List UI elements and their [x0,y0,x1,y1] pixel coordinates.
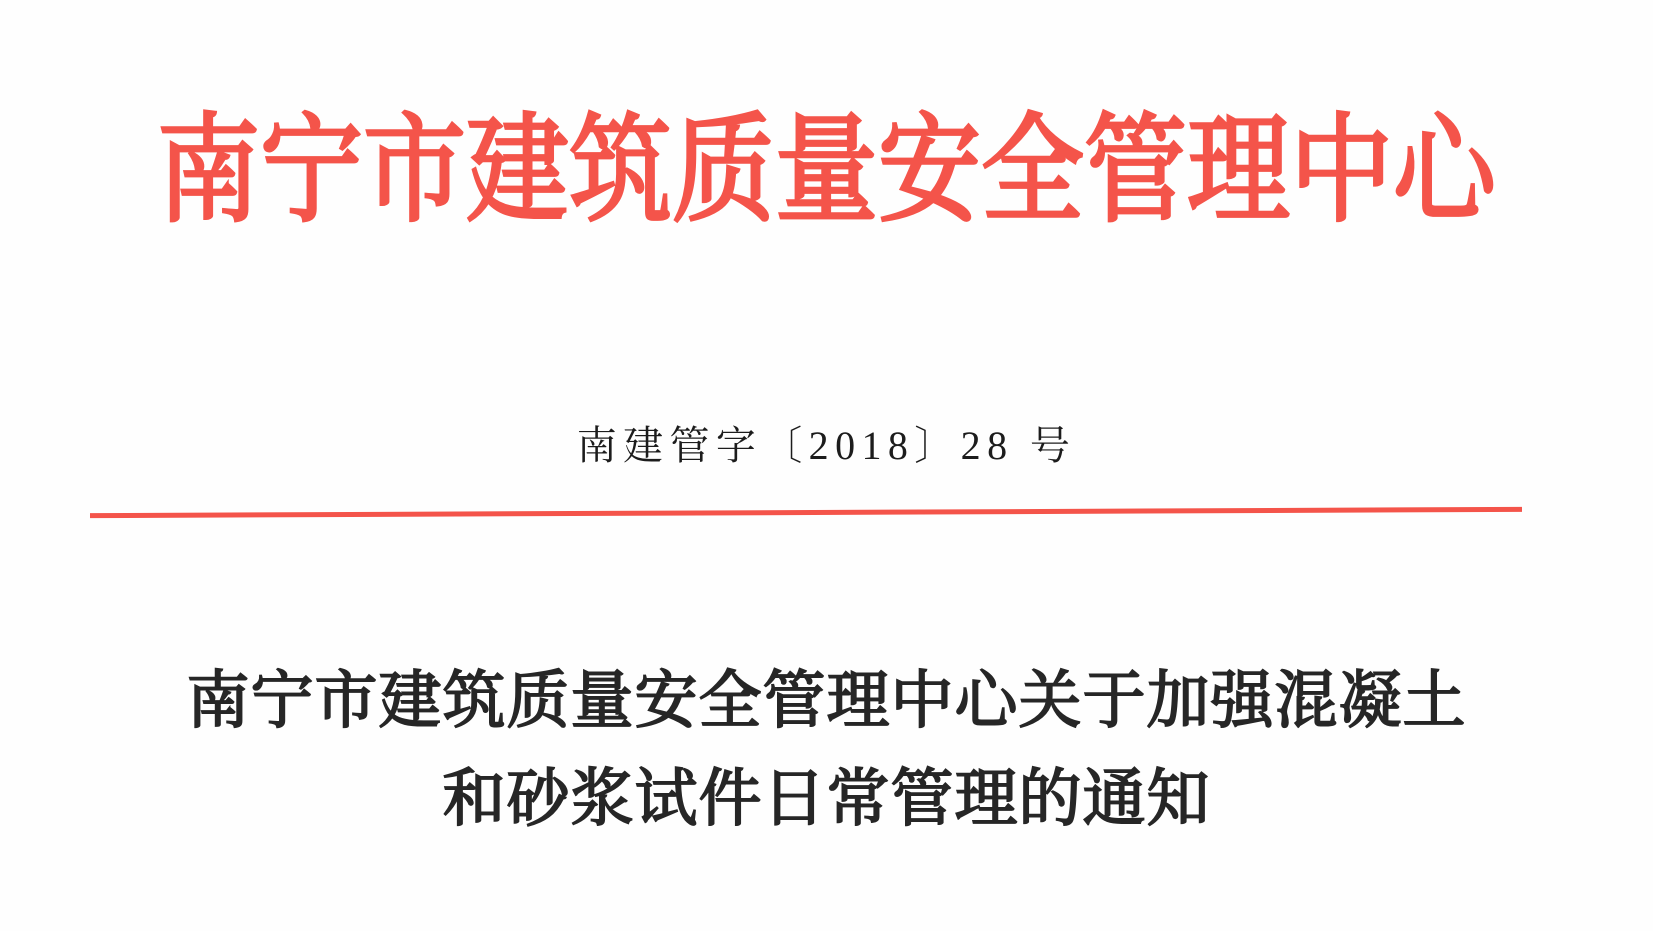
notice-title-line1: 南宁市建筑质量安全管理中心关于加强混凝土 [186,666,1467,736]
document-number: 南建管字〔2018〕28 号 [576,423,1077,468]
notice-title [0,652,1653,848]
notice-title-line2: 和砂浆试件日常管理的通知 [442,764,1211,834]
letterhead-title: 南宁市建筑质量安全管理中心 [157,106,1496,238]
red-divider-rule [90,507,1522,518]
